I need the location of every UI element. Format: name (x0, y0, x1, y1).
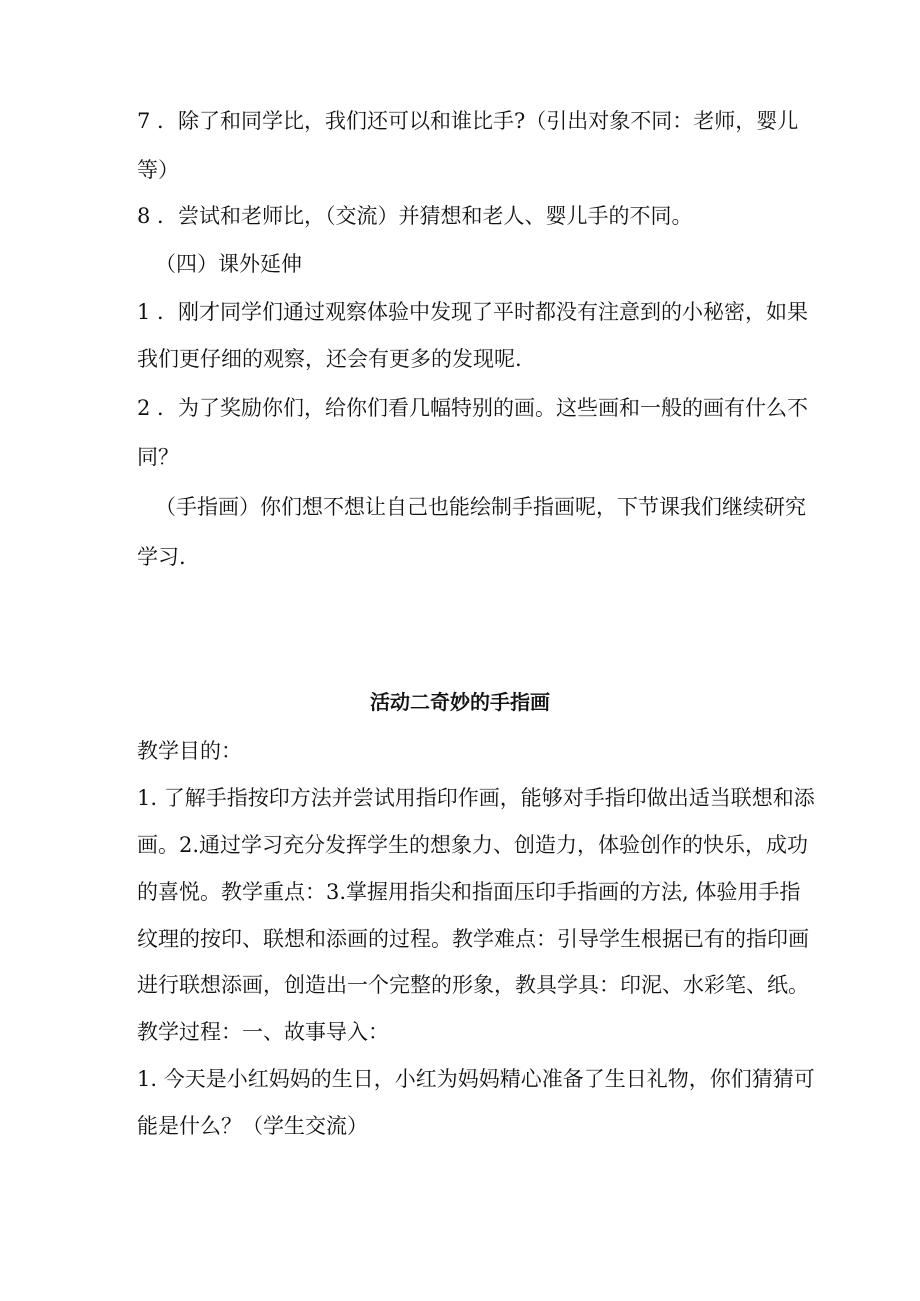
paragraph-line: 纹理的按印、联想和添画的过程。教学难点：引导学生根据已有的指印画 (137, 927, 809, 951)
section-heading: （四）课外延伸 (155, 252, 302, 276)
paragraph-line: 1. 今天是小红妈妈的生日，小红为妈妈精心准备了生日礼物，你们猜猜可 (137, 1067, 815, 1091)
paragraph-line: 1. 了解手指按印方法并尝试用指印作画，能够对手指印做出适当联想和添 (137, 786, 815, 810)
paragraph-line: 教学目的： (137, 739, 242, 763)
paragraph-line: 的喜悦。教学重点：3.掌握用指尖和指面压印手指画的方法, 体验用手指 (137, 880, 801, 904)
paragraph-line: 我们更仔细的观察，还会有更多的发现呢. (137, 347, 522, 371)
paragraph-line: （手指画）你们想不想让自己也能绘制手指画呢，下节课我们继续研究 (155, 495, 806, 519)
paragraph-line: 能是什么？（学生交流） (137, 1114, 368, 1138)
paragraph-line: 画。2.通过学习充分发挥学生的想象力、创造力，体验创作的快乐，成功 (137, 833, 809, 857)
paragraph-line: 2 ．为了奖励你们，给你们看几幅特别的画。这些画和一般的画有什么不 (137, 396, 809, 420)
paragraph-line: 同？ (137, 445, 179, 469)
paragraph-line: 1 ．刚才同学们通过观察体验中发现了平时都没有注意到的小秘密，如果 (137, 300, 809, 324)
page-title: 活动二奇妙的手指画 (370, 690, 550, 714)
paragraph-line: 8 ．尝试和老师比，（交流）并猜想和老人、婴儿手的不同。 (137, 204, 693, 228)
paragraph-line: 进行联想添画，创造出一个完整的形象，教具学具：印泥、水彩笔、纸。 (137, 973, 809, 997)
paragraph-line: 学习. (137, 545, 186, 569)
paragraph-line: 等） (137, 158, 179, 182)
paragraph-line: 教学过程：一、故事导入： (137, 1020, 389, 1044)
paragraph-line: 7 ．除了和同学比，我们还可以和谁比手?（引出对象不同：老师，婴儿 (137, 109, 799, 133)
